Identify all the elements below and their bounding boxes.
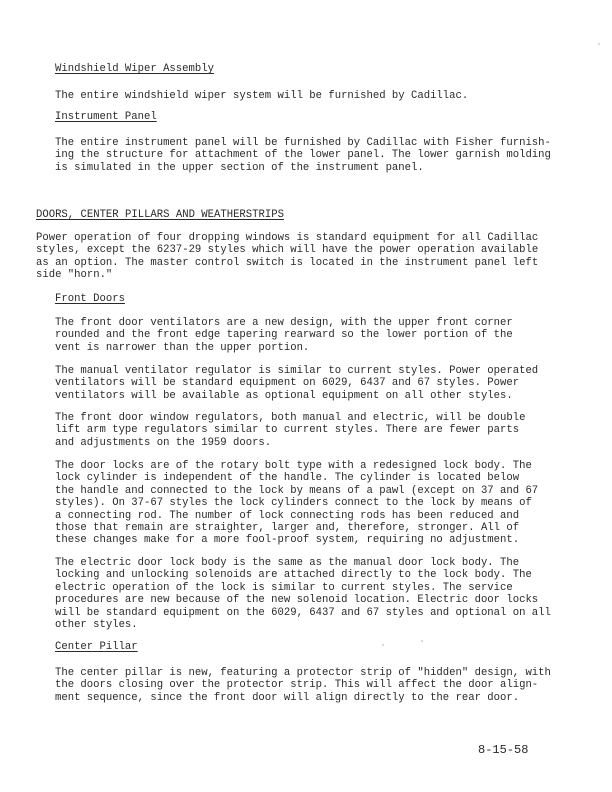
text-line: the doors closing over the protector strip. This will affect the door align-: [55, 679, 539, 692]
para-front-doors-3: [55, 412, 525, 449]
heading-windshield-wiper: Windshield Wiper Assembly: [55, 63, 214, 75]
text-line: Power operation of four dropping windows is standard equipment for all Cadillac: [36, 232, 539, 244]
text-line: those that remain are straighter, larger and, therefore, stronger. All of: [55, 522, 520, 535]
text-line: locking and unlocking solenoids are attached directly to the lock body. The: [55, 569, 532, 582]
text-line: will be standard equipment on the 6029, 6437 and 67 styles and optional on all: [55, 606, 551, 619]
text-line: The electric door lock body is the same as the manual door lock body. The: [55, 557, 520, 569]
text-line: a connecting rod. The number of lock connecting rods has been reduced and: [55, 509, 520, 522]
heading-doors-section: DOORS, CENTER PILLARS AND WEATHERSTRIPS: [36, 209, 284, 221]
text-line: styles, except the 6237-29 styles which will have the power operation available: [36, 244, 539, 257]
heading-center-pillar: Center Pillar: [55, 641, 138, 653]
text-line: is simulated in the upper section of the instrument panel.: [55, 161, 424, 174]
text-line: The entire windshield wiper system will be furnished by Cadillac.: [55, 90, 469, 102]
heading-instrument-panel: Instrument Panel: [55, 111, 157, 123]
para-center-pillar-1: [55, 667, 551, 704]
scan-speck: [421, 640, 423, 642]
text-line: The front door ventilators are a new design, with the upper front corner: [55, 317, 513, 329]
text-line: lift arm type regulators similar to current styles. There are fewer parts: [55, 424, 520, 437]
heading-front-doors: Front Doors: [55, 293, 125, 305]
text-line: procedures are new because of the new solenoid location. Electric door locks: [55, 594, 539, 607]
scan-speck: [382, 644, 384, 646]
text-line: styles). On 37-67 styles the lock cylinders connect to the lock by means of: [55, 497, 532, 510]
para-doors-1: [36, 232, 538, 282]
text-line: lock cylinder is independent of the handle. The cylinder is located below: [55, 472, 520, 485]
text-line: The center pillar is new, featuring a protector strip of "hidden" design, with: [55, 667, 551, 679]
scan-speck: [598, 43, 600, 45]
text-line: ment sequence, since the front door will align directly to the rear door.: [55, 691, 520, 704]
text-line: The door locks are of the rotary bolt type with a redesigned lock body. The: [55, 460, 532, 472]
text-line: and adjustments on the 1959 doors.: [55, 436, 272, 449]
text-line: other styles.: [55, 619, 138, 632]
text-line: vent is narrower than the upper portion.: [55, 341, 310, 354]
text-line: ventilators will be available as optional equipment on all other styles.: [55, 389, 513, 402]
text-line: The front door window regulators, both manual and electric, will be double: [55, 412, 526, 424]
text-line: ing the structure for attachment of the lower panel. The lower garnish molding: [55, 149, 551, 162]
para-wiper-1: [55, 90, 468, 102]
text-line: The entire instrument panel will be furnished by Cadillac with Fisher furnish-: [55, 137, 551, 149]
para-front-doors-4: [55, 460, 538, 547]
para-front-doors-5: [55, 557, 551, 631]
text-line: rounded and the front edge tapering rearward so the lower portion of the: [55, 329, 513, 342]
para-front-doors-1: [55, 317, 513, 354]
text-line: the handle and connected to the lock by means of a pawl (except on 37 and 67: [55, 484, 539, 497]
text-line: these changes make for a more fool-proof system, requiring no adjustment.: [55, 534, 520, 547]
para-instrument-1: [55, 137, 551, 174]
text-line: electric operation of the lock is similar to current styles. The service: [55, 581, 513, 594]
text-line: The manual ventilator regulator is similar to current styles. Power operated: [55, 365, 539, 377]
text-line: ventilators will be standard equipment on 6029, 6437 and 67 styles. Power: [55, 377, 520, 390]
footer-date: 8-15-58: [478, 743, 529, 757]
text-line: as an option. The master control switch is located in the instrument panel left: [36, 256, 539, 269]
para-front-doors-2: [55, 365, 538, 402]
text-line: side "horn.": [36, 269, 113, 282]
